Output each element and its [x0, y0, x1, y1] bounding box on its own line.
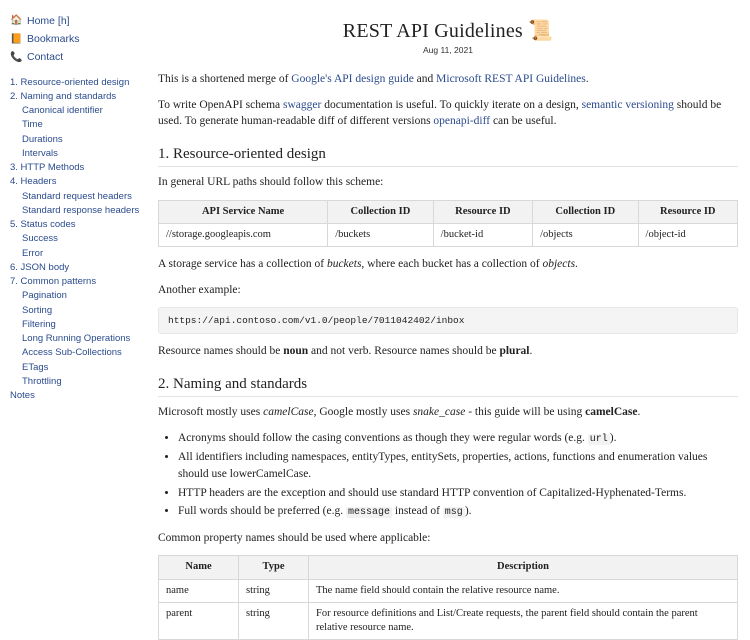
common-property-names-table — [158, 555, 738, 640]
s2p1-b: , Google mostly uses — [313, 406, 413, 419]
toc-item-standard-request-headers[interactable]: Standard request headers — [22, 190, 132, 202]
s1p2-em-buckets: buckets — [326, 258, 362, 271]
link-swagger[interactable]: swagger — [283, 98, 322, 111]
link-openapi-diff[interactable]: openapi-diff — [433, 115, 491, 128]
s1p2-em-objects: objects — [542, 258, 576, 271]
toc-item-error[interactable]: Error — [22, 247, 44, 259]
section2-paragraph-1 — [158, 404, 738, 421]
s2p1-em-camelcase: camelCase — [263, 406, 314, 419]
toc-item-etags[interactable]: ETags — [22, 361, 49, 373]
sidebar-item-contact-label[interactable]: Contact — [27, 51, 64, 64]
toc-item-long-running-operations[interactable]: Long Running Operations — [22, 333, 131, 345]
toc-item-notes[interactable]: Notes — [10, 390, 35, 402]
toc-item-status-codes[interactable]: 5. Status codes — [10, 219, 76, 231]
col-collection-id-1: Collection ID — [328, 200, 433, 223]
list-item — [178, 485, 738, 502]
s2p1-c: - this guide will be using — [465, 406, 586, 419]
toc-item-throttling[interactable]: Throttling — [22, 375, 62, 387]
bullet-1-code: url — [589, 433, 608, 445]
s1p2-b: , where each bucket has a collection of — [361, 258, 543, 271]
section-heading-naming-and-standards: 2. Naming and standards — [158, 376, 738, 397]
col-name: Name — [159, 556, 239, 579]
intro-p2-part-b: documentation is useful. To quickly iterate on a design, — [321, 98, 582, 111]
cell-resource-id-1: /bucket-id — [433, 223, 532, 246]
bullet-1-text-b: ). — [609, 431, 617, 444]
bullet-3-text: HTTP headers are the exception and should use standard HTTP convention of Capitalized-Hyphenated-Terms. — [178, 486, 687, 499]
table-row — [159, 223, 738, 246]
cell-name-description: The name field should contain the relative resource name. — [309, 579, 738, 602]
cell-collection-id-1: /buckets — [328, 223, 433, 246]
cell-name-type: string — [239, 579, 309, 602]
toc-item-naming-and-standards[interactable]: 2. Naming and standards — [10, 90, 117, 102]
intro-p1-part-b: and — [413, 73, 437, 85]
section1-paragraph-3: Another example: — [158, 283, 241, 296]
example-url-code-block: https://api.contoso.com/v1.0/people/7011042402/inbox — [158, 307, 738, 334]
toc-item-http-methods[interactable]: 3. HTTP Methods — [10, 162, 85, 174]
cell-api-service-name: //storage.googleapis.com — [159, 223, 328, 246]
intro-p2-part-d: can be useful. — [490, 115, 557, 128]
section1-paragraph-4 — [158, 343, 738, 360]
house-icon: 🏠 — [10, 15, 23, 27]
intro-paragraph-2 — [158, 97, 738, 130]
toc-item-durations[interactable]: Durations — [22, 133, 63, 145]
s1p4-c: . — [529, 345, 533, 358]
col-collection-id-2: Collection ID — [533, 200, 638, 223]
table-header-row — [159, 556, 738, 579]
toc-item-json-body[interactable]: 6. JSON body — [10, 261, 70, 273]
section2-paragraph-2: Common property names should be used where applicable: — [158, 531, 431, 544]
intro-paragraph-1 — [158, 71, 738, 88]
phone-icon: 📞 — [10, 51, 23, 63]
link-semantic-versioning[interactable]: semantic versioning — [581, 98, 674, 111]
table-header-row — [159, 200, 738, 223]
cell-parent-name: parent — [159, 602, 239, 639]
s2p1-a: Microsoft mostly uses — [158, 406, 264, 419]
s2p1-strong-camelcase: camelCase — [585, 406, 638, 419]
url-scheme-table — [158, 200, 738, 247]
list-item — [178, 503, 738, 521]
toc-item-headers[interactable]: 4. Headers — [10, 176, 57, 188]
link-microsoft-rest-api-guidelines[interactable]: Microsoft REST API Guidelines — [436, 73, 586, 85]
intro-p1-part-a: This is a shortened merge of — [158, 73, 292, 85]
bullet-4-text-c: ). — [464, 505, 472, 518]
toc-item-intervals[interactable]: Intervals — [22, 147, 58, 159]
s2p1-d: . — [637, 406, 641, 419]
toc-item-access-sub-collections[interactable]: Access Sub-Collections — [22, 347, 122, 359]
sidebar-item-bookmarks-label[interactable]: Bookmarks — [27, 33, 80, 46]
section1-paragraph-1: In general URL paths should follow this scheme: — [158, 176, 384, 189]
toc-item-standard-response-headers[interactable]: Standard response headers — [22, 204, 140, 216]
toc-item-sorting[interactable]: Sorting — [22, 304, 53, 316]
s1p2-a: A storage service has a collection of — [158, 258, 327, 271]
sidebar-item-bookmarks[interactable] — [10, 32, 144, 47]
sidebar-top-links — [10, 14, 144, 66]
cell-parent-type: string — [239, 602, 309, 639]
cell-resource-id-2: /object-id — [638, 223, 737, 246]
publish-date: Aug 11, 2021 — [423, 45, 473, 55]
s1p2-c: . — [575, 258, 578, 271]
col-resource-id-2: Resource ID — [638, 200, 737, 223]
list-item — [178, 430, 738, 448]
toc-item-common-patterns[interactable]: 7. Common patterns — [10, 276, 97, 288]
section1-paragraph-2 — [158, 256, 738, 273]
sidebar — [0, 0, 150, 500]
bookmark-icon: 📙 — [10, 33, 23, 45]
page-title: REST API Guidelines 📜 — [342, 20, 554, 42]
sidebar-item-home[interactable] — [10, 14, 144, 29]
bullet-1-text-a: Acronyms should follow the casing conventions as though they were regular words (e.g. — [178, 431, 588, 444]
col-description: Description — [309, 556, 738, 579]
col-type: Type — [239, 556, 309, 579]
cell-parent-description: For resource definitions and List/Create requests, the parent field should contain the parent relative resource name. — [309, 602, 738, 639]
s1p4-strong-plural: plural — [499, 345, 530, 358]
toc-item-canonical-identifier[interactable]: Canonical identifier — [22, 105, 103, 117]
table-of-contents — [10, 76, 144, 404]
bullet-2-text: All identifiers including namespaces, entityTypes, entitySets, properties, actions, functions and enumeration values should use lowerCamelCase. — [178, 451, 708, 480]
bullet-4-text-b: instead of — [392, 505, 443, 518]
section-heading-resource-oriented-design: 1. Resource-oriented design — [158, 146, 738, 167]
table-row — [159, 579, 738, 602]
toc-item-success[interactable]: Success — [22, 233, 58, 245]
toc-item-filtering[interactable]: Filtering — [22, 318, 56, 330]
list-item — [178, 449, 738, 482]
sidebar-item-contact[interactable] — [10, 50, 144, 65]
bullet-4-code-message: message — [348, 507, 391, 519]
intro-p1-part-c: . — [585, 73, 589, 85]
bullet-4-text-a: Full words should be preferred (e.g. — [178, 505, 346, 518]
col-api-service-name: API Service Name — [159, 200, 328, 223]
s1p4-a: Resource names should be — [158, 345, 284, 358]
intro-p2-part-c: should be used. To generate human-readable diff of different versions — [158, 98, 722, 128]
cell-name-name: name — [159, 579, 239, 602]
toc-item-pagination[interactable]: Pagination — [22, 290, 67, 302]
s1p4-strong-noun: noun — [283, 345, 309, 358]
sidebar-item-home-label[interactable]: Home [h] — [27, 15, 70, 27]
toc-item-resource-oriented-design[interactable]: 1. Resource-oriented design — [10, 76, 130, 88]
table-row — [159, 602, 738, 639]
col-resource-id-1: Resource ID — [433, 200, 532, 223]
document-content — [150, 0, 750, 633]
cell-collection-id-2: /objects — [533, 223, 638, 246]
naming-conventions-list — [158, 430, 738, 521]
intro-p2-part-a: To write OpenAPI schema — [158, 98, 284, 111]
link-google-api-design-guide[interactable]: Google's API design guide — [291, 73, 414, 85]
bullet-4-code-msg: msg — [444, 507, 463, 519]
s1p4-b: and not verb. Resource names should be — [308, 345, 500, 358]
toc-item-time[interactable]: Time — [22, 119, 43, 131]
s2p1-em-snakecase: snake_case — [412, 406, 466, 419]
